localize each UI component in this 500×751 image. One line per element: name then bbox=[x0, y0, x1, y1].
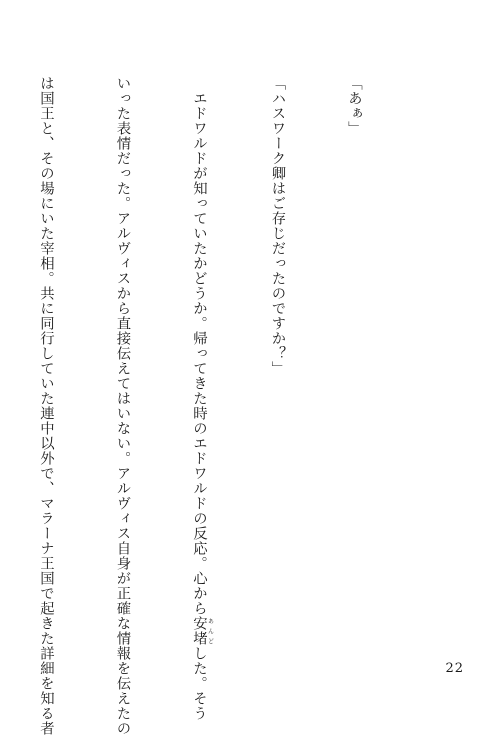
text-line: 「ハスワーク卿はご存じだったのですか？」 bbox=[269, 76, 286, 376]
text-line: いった表情だった。アルヴィスから直接伝えてはいない。アルヴィス自身が正確な情報を伝えたの bbox=[114, 76, 131, 736]
ruby-base: 安堵 bbox=[191, 616, 207, 646]
text-line bbox=[186, 76, 214, 721]
text-line: は国王と、その場にいた宰相。共に同行していた連中以外で、マラーナ王国で起きた詳細を知る者 bbox=[38, 76, 54, 736]
text-line: 「あぁ」 bbox=[346, 76, 362, 136]
text-line-end: した。そう bbox=[191, 646, 207, 721]
ruby-reading: あんど bbox=[206, 616, 214, 646]
body-text bbox=[0, 76, 417, 736]
page-number: 22 bbox=[445, 661, 464, 676]
text-line-start: エドワルドが知っていたかどうか。帰ってきた時のエドワルドの反応。心から bbox=[191, 76, 207, 616]
ruby-annotation bbox=[191, 616, 214, 646]
